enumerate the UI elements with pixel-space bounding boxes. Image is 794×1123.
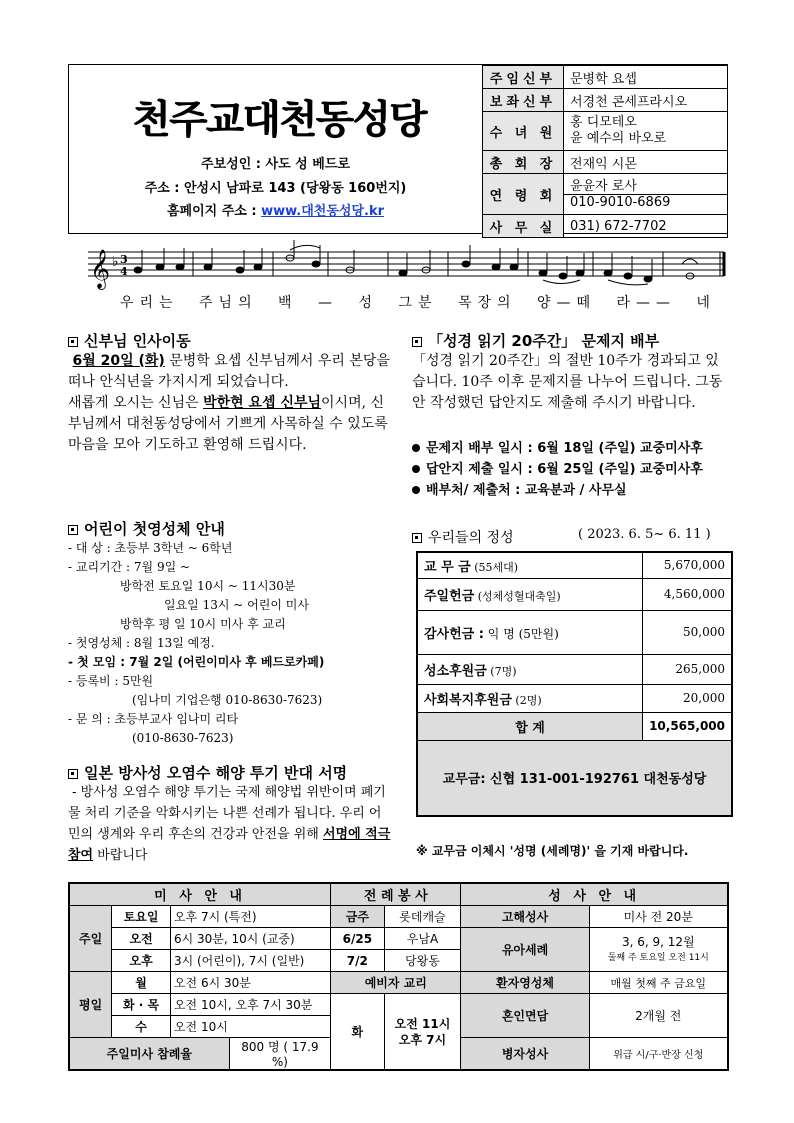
pm-time: 3시 (어린이), 7시 (일반) — [170, 950, 330, 972]
altar-r1b: 우남A — [384, 928, 461, 950]
transfer-date: 6월 20일 (화) — [72, 353, 165, 369]
sunday-label: 주일 — [69, 906, 112, 972]
account-row: 교무금: 신협 131-001-192761 대천동성당 — [417, 740, 732, 816]
list-item: (임나미 기업은행 010-8630-7623) — [132, 693, 323, 707]
petition-emphasis: 서명에 적극 참여 — [68, 827, 391, 863]
table-row: 주일헌금 (성체성혈대축일) 4,560,000 — [417, 578, 732, 610]
staff-name: 서경천 콘세프라시오 — [564, 89, 728, 112]
staff-name: 문병학 요셉 — [564, 66, 728, 89]
list-item: 일요일 13시 ~ 어린이 미사 — [164, 598, 309, 612]
first-communion-body — [68, 539, 398, 748]
sacrament-title: 성 사 안 내 — [461, 883, 728, 906]
offering-table — [416, 551, 733, 817]
flat-icon: ♭ — [112, 254, 119, 270]
list-item: 방학후 평 일 10시 미사 후 교리 — [120, 617, 286, 631]
square-bullet-icon — [68, 525, 78, 535]
wed-label: 수 — [112, 1016, 171, 1038]
bible-body: 「성경 읽기 20주간」의 절반 10주가 경과되고 있습니다. 10주 이후 문제지를 나누어 드립니다. 그동안 작성했던 답안지도 제출해 주시기 바랍니다. — [412, 353, 723, 411]
table-row: 사회복지후원금 (2명) 20,000 — [417, 684, 732, 712]
list-item: 답안지 제출 일시 : 6월 25일 (주일) 교중미사후 — [412, 459, 742, 480]
address: 주소 : 안성시 남파로 143 (당왕동 160번지) — [144, 181, 407, 196]
first-communion-title: 어린이 첫영성체 안내 — [68, 518, 225, 539]
bullet-icon — [412, 444, 420, 452]
hymn-staff — [68, 240, 736, 290]
petition-title: 일본 방사성 오염수 해양 투기 반대 서명 — [68, 762, 347, 783]
table-row: 교 무 금 (55세대) 5,670,000 — [417, 552, 732, 578]
attendance-label: 주일미사 참례율 — [69, 1038, 229, 1071]
thu-label: 화 · 목 — [112, 994, 171, 1016]
marriage-label: 혼인면담 — [461, 994, 589, 1038]
staff-name: 031) 672-7702 — [564, 215, 728, 238]
list-item: - 첫 모임 : 7월 2일 (어린이미사 후 베드로카페) — [68, 655, 325, 669]
treble-clef-icon: 𝄞 — [90, 249, 111, 289]
staff-role: 수 녀 원 — [483, 112, 564, 151]
confession-label: 고해성사 — [461, 906, 589, 928]
square-bullet-icon — [412, 533, 422, 543]
pm-label: 오후 — [112, 950, 171, 972]
wed-time: 오전 10시 — [170, 1016, 330, 1038]
homepage — [69, 200, 482, 219]
hymn-lyrics: 우리는 주님의 백 — 성 그분 목장의 양—떼 라—— 네 — [120, 295, 716, 311]
altar-h2: 롯데캐슬 — [384, 906, 461, 928]
weekday-label: 평일 — [69, 972, 112, 1038]
sick-sacrament-label: 병자성사 — [461, 1038, 589, 1071]
list-item: - 등록비 : 5만원 — [68, 674, 154, 688]
bible-items — [412, 438, 742, 501]
patron-saint: 주보성인 : 사도 성 베드로 — [201, 157, 350, 172]
sat-time: 오후 7시 (특전) — [170, 906, 330, 928]
list-item: - 첫영성체 : 8월 13일 예정. — [68, 636, 215, 650]
table-row: 성소후원금 (7명) 265,000 — [417, 654, 732, 684]
sick-communion-label: 환자영성체 — [461, 972, 589, 994]
staff-role: 총 회 장 — [483, 151, 564, 174]
catechism-time: 오전 11시 오후 7시 — [384, 994, 461, 1071]
sick-communion-value: 매월 첫째 주 금요일 — [589, 972, 728, 994]
altar-h1: 금주 — [331, 906, 384, 928]
catechism-title: 예비자 교리 — [331, 972, 461, 994]
bullet-icon — [412, 465, 420, 473]
catechism-day: 화 — [331, 994, 384, 1071]
svg-text:3: 3 — [120, 253, 128, 266]
homepage-link[interactable]: www.대천동성당.kr — [261, 204, 385, 219]
staff-name: 전재익 시몬 — [564, 151, 728, 174]
offering-title: 우리들의 정성 — [412, 527, 514, 547]
baptism-value: 3, 6, 9, 12월 둘째 주 토요일 오전 11시 — [589, 928, 728, 972]
square-bullet-icon — [412, 337, 422, 347]
staff-name: 홍 디모테오 윤 예수의 바오로 — [564, 112, 728, 151]
bullet-icon — [412, 486, 420, 494]
staff-role: 사 무 실 — [483, 215, 564, 238]
sick-sacrament-value: 위급 시/구·반장 신청 — [589, 1038, 728, 1071]
header-box — [68, 64, 728, 234]
staff-role: 주임신부 — [483, 66, 564, 89]
staff-name: 윤윤자 로사 010-9010-6869 — [564, 174, 728, 215]
list-item: 문제지 배부 일시 : 6월 18일 (주일) 교중미사후 — [412, 438, 742, 459]
homepage-label: 홈페이지 주소 : — [166, 204, 262, 219]
list-item: 배부처/ 제출처 : 교육분과 / 사무실 — [412, 480, 742, 501]
bible-title: 「성경 읽기 20주간」 문제지 배부 — [412, 330, 659, 351]
mon-label: 월 — [112, 972, 171, 994]
schedule-table — [68, 882, 729, 1071]
confession-value: 미사 전 20분 — [589, 906, 728, 928]
offering-note: ※ 교무금 이체시 '성명 (세례명)' 을 기재 바랍니다. — [416, 844, 689, 858]
marriage-value: 2개월 전 — [589, 994, 728, 1038]
priest-transfer-title: 신부님 인사이동 — [68, 330, 191, 351]
table-row: 감사헌금 : 익 명 (5만원) 50,000 — [417, 610, 732, 654]
baptism-label: 유아세례 — [461, 928, 589, 972]
altar-r2b: 당왕동 — [384, 950, 461, 972]
sat-label: 토요일 — [112, 906, 171, 928]
altar-r1a: 6/25 — [331, 928, 384, 950]
staff-role: 보좌신부 — [483, 89, 564, 112]
square-bullet-icon — [68, 769, 78, 779]
list-item: 방학전 토요일 10시 ~ 11시30분 — [120, 579, 296, 593]
church-name: 천주교대천동성당 — [132, 97, 426, 143]
am-label: 오전 — [112, 928, 171, 950]
thu-time: 오전 10시, 오후 7시 30분 — [170, 994, 330, 1016]
header-left — [69, 65, 483, 233]
offering-period: ( 2023. 6. 5~ 6. 11 ) — [578, 527, 711, 542]
list-item: (010-8630-7623) — [132, 731, 234, 745]
staff-role: 연 령 회 — [483, 174, 564, 215]
list-item: - 대 상 : 초등부 3학년 ~ 6학년 — [68, 541, 233, 555]
attendance-value: 800 명 ( 17.9 %) — [229, 1038, 330, 1071]
new-priest-name: 박한현 요셉 신부님 — [203, 395, 322, 411]
list-item: - 교리기간 : 7월 9일 ~ — [68, 560, 191, 574]
staff-table — [482, 65, 728, 238]
mon-time: 오전 6시 30분 — [170, 972, 330, 994]
altar-r2a: 7/2 — [331, 950, 384, 972]
priest-transfer-body: 6월 20일 (화) 문병학 요셉 신부님께서 우리 본당을 떠나 안식년을 가지시게 되었습니다. 새롭게 오시는 신님은 박한현 요셉 신부님이시며, 신부님께서 대천동성당에서 기쁘게 사목하실 수 있도록 마음을 모아 기도하고 환영해 드립시다. — [68, 353, 390, 453]
total-row: 합 계 10,565,000 — [417, 712, 732, 740]
petition-body: - 방사성 오염수 해양 투기는 국제 해양법 위반이며 폐기물 처리 기준을 악화시키는 나쁜 선례가 됩니다. 우리 어민의 생계와 우리 후손의 건강과 안전을 위해 서명에 적극 참여 바랍니다 — [68, 785, 391, 863]
square-bullet-icon — [68, 337, 78, 347]
am-time: 6시 30분, 10시 (교중) — [170, 928, 330, 950]
altar-title: 전 례 봉 사 — [331, 883, 461, 906]
svg-text:4: 4 — [120, 265, 128, 278]
list-item: - 문 의 : 초등부교사 임나미 리타 — [68, 712, 239, 726]
mass-title: 미 사 안 내 — [69, 883, 331, 906]
